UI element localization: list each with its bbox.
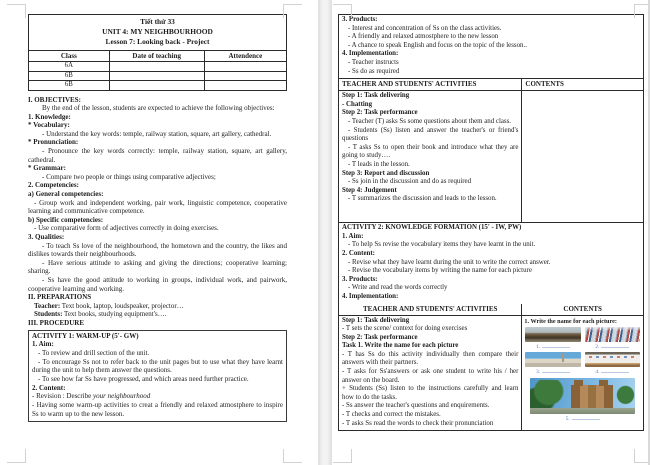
objectives-section [28, 96, 287, 328]
paragraph: Task 1. Write the name for each picture [342, 342, 459, 350]
col-attendence: Attendence [204, 50, 286, 61]
answer-blank [542, 343, 570, 348]
paragraph: 4. Implementation: [342, 50, 399, 58]
paragraph: - Write and read the words correctly [348, 284, 448, 292]
paragraph: - Ss have the good attitude to working in groups, individual work, and pairwork, cooperative learning and working. [28, 275, 287, 293]
paragraph: 3. Products: [342, 275, 378, 283]
paragraph: Step 3: Report and discussion [342, 169, 430, 177]
paragraph: b) Specific competencies: [28, 215, 104, 224]
paragraph: - Revise what they have learnt during the unit to write the correct answer. [348, 258, 551, 266]
table2-header-contents: CONTENTS [521, 304, 643, 315]
picture-caption: 1. [525, 343, 580, 351]
table2-header-row [339, 304, 643, 316]
activity-table [338, 79, 644, 431]
lesson-header-table [28, 14, 287, 91]
class-table-row [29, 71, 286, 81]
paragraph: III. PROCEDURE [28, 318, 85, 327]
paragraph: - T has Ss do this activity individually then compare their answers with their partners. [342, 350, 519, 367]
crop-mark [634, 449, 648, 463]
paragraph: By the end of the lesson, students are expected to achieve the following objectives: [42, 104, 275, 113]
class-cell: 6B [29, 80, 109, 90]
paragraph: - Chatting [342, 100, 373, 108]
table2-activities-cell [339, 316, 521, 431]
paragraph: - Pronounce the key words correctly: temple, railway station, square, art gallery, cathedral. [28, 147, 287, 164]
railway-station-photo [585, 327, 640, 342]
class-cell: 6B [29, 71, 109, 81]
page-2 [332, 0, 650, 465]
square-photo [525, 352, 580, 367]
cathedral-tree-left [530, 380, 563, 410]
col-date-of-teaching: Date of teaching [109, 50, 204, 61]
paragraph: - To teach Ss love of the neighbourhood, the hometown and the country, the likes and dislikes towards their neighbourhoods. [28, 241, 287, 259]
paragraph: 4. Implementation: [342, 292, 399, 300]
crop-mark [283, 449, 302, 463]
paragraph: * Pronunciation: [28, 138, 79, 147]
class-cell: 6A [29, 61, 109, 71]
paragraph: - To see how far Ss have progressed, and which areas need further practice. [38, 375, 249, 384]
paragraph: - To encourage Ss not to refer back to the unit pages but to use what they have learnt during the unit to help them answer the questions. [32, 357, 283, 375]
attendence-cell [204, 61, 286, 71]
paragraph: - Use comparative form of adjectives correctly in doing exercises. [34, 224, 219, 233]
table1-header-row [339, 79, 643, 91]
cathedral-tree-right [614, 385, 635, 407]
paragraph: Step 4: Judgement [342, 186, 397, 194]
answer-blank [601, 368, 629, 373]
paragraph: - T asks Ss to open their book and introduce what they are going to study…. [342, 143, 519, 160]
paragraph: - T sets the scene/ context for doing exercises [342, 325, 468, 333]
table1-header-activities: TEACHER AND STUDENTS' ACTIVITIES [342, 80, 477, 89]
paragraph: 3. Qualities: [28, 233, 65, 241]
picture-item [585, 352, 640, 376]
paragraph: Step 2: Task performance [342, 109, 418, 117]
crop-mark [333, 449, 352, 463]
class-table-row [29, 80, 286, 90]
class-table-row [29, 61, 286, 71]
table1-activities-cell [339, 91, 521, 222]
attendence-cell [204, 80, 286, 90]
paragraph: - Ss do as required [348, 67, 400, 75]
crop-mark [333, 4, 352, 18]
paragraph: - Teacher instructs [348, 58, 399, 66]
temple-photo [525, 327, 580, 342]
attendence-cell [204, 71, 286, 81]
picture-caption: 4. [585, 368, 640, 376]
paragraph: Students: Text books, studying equipment's…. [34, 310, 167, 319]
paragraph: - Understand the key words: temple, railway station, square, art gallery, cathedral. [42, 129, 272, 138]
art-gallery-photo [585, 352, 640, 367]
paragraph: 2. Competencies: [28, 181, 79, 190]
paragraph: - T asks Ss read the words to check their pronunciation [342, 419, 494, 427]
col-class: Class [29, 50, 109, 61]
picture-caption: 3. [525, 368, 580, 376]
contents-exercise-title: 1. Write the name for each picture: [524, 317, 617, 325]
paragraph: Step 1: Task delivering [342, 92, 410, 100]
activity1-products-box [338, 14, 644, 79]
paragraph: - Ss answer the teacher's questions and enquirements. [342, 402, 490, 410]
picture-caption: 5. [530, 415, 635, 423]
page-gutter [318, 0, 332, 465]
crop-mark [7, 4, 26, 18]
paragraph: - Having some warm-up activities to creat a friendly and relaxed atmostphere to inspire Ss to warm up to the new lesson. [32, 401, 283, 418]
picture-item [525, 327, 580, 351]
picture-grid [524, 327, 641, 423]
answer-blank [572, 415, 600, 420]
crop-mark [283, 4, 302, 18]
lesson-subtitle: Lesson 7: Looking back - Project [105, 37, 210, 46]
crop-mark [7, 449, 26, 463]
paragraph: ACTIVITY 2: KNOWLEDGE FORMATION (15' - IW, PW) [342, 224, 522, 232]
paragraph: - Ss join in the discussion and do as required [348, 178, 472, 186]
paragraph: - T checks and correct the mistakes. [342, 411, 441, 419]
table2-contents-cell [521, 316, 643, 431]
picture-item [585, 327, 640, 351]
class-table-header-row [29, 50, 286, 61]
page-1 [0, 0, 318, 465]
table1-header-contents: CONTENTS [521, 79, 643, 90]
unit-title: UNIT 4: MY NEIGHBOURHOOD [102, 27, 213, 36]
paragraph: - To help Ss revise the vocabulary items they have learnt in the unit. [348, 241, 536, 249]
paragraph: + Students (Ss) listen to the instructions carefully and learn how to do the tasks. [342, 385, 519, 401]
paragraph: - Have serious attitude to asking and giving the directions; cooperative learning; sharing. [28, 258, 287, 276]
answer-blank [542, 368, 570, 373]
paragraph: - To review and drill section of the unit. [38, 348, 150, 357]
paragraph: * Grammar: [28, 164, 66, 173]
paragraph: - Interest and concentration of Ss on the class activities. [348, 24, 502, 32]
paragraph: a) General competencies: [28, 190, 104, 199]
paragraph: - Students (Ss) listen and answer the teacher's or friend's questions [342, 126, 519, 143]
picture-caption: 2. [585, 343, 640, 351]
picture-item [525, 352, 580, 376]
activity2-box [339, 222, 643, 303]
picture-item [530, 378, 635, 423]
paragraph: Step 2: Task performance [342, 333, 418, 341]
paragraph: ACTIVITY 1: WARM-UP (5'- GW) [32, 331, 139, 340]
answer-blank [601, 343, 629, 348]
cathedral-building [571, 385, 613, 407]
paragraph: - T summarizes the discussion and leads to the lesson. [348, 195, 497, 203]
table1-body [339, 91, 643, 222]
paragraph: 3. Products: [342, 16, 378, 23]
paragraph: - T asks for Ss'answers or ask one student to write his / her answer on the board. [342, 368, 519, 384]
table2-header-activities: TEACHER AND STUDENTS' ACTIVITIES [362, 304, 498, 313]
date-cell [109, 80, 204, 90]
lesson-title-block [29, 15, 286, 50]
paragraph: - A friendly and relaxed atmostphere to the new lesson [348, 33, 499, 41]
paragraph: I. OBJECTIVES: [28, 95, 81, 104]
activity1-box [28, 330, 287, 422]
paragraph: * Vocabulary: [28, 121, 70, 130]
table1-contents-cell [521, 91, 643, 222]
paragraph: - Group work and independent working, pair work, linguistic competence, cooperative learning and communicative competence. [28, 198, 287, 216]
paragraph: - Revise the vocabulary items by writing the name for each picture [348, 267, 532, 275]
paragraph: - A chance to speak English and focus on the topic of the lesson.. [348, 41, 527, 49]
date-cell [109, 71, 204, 81]
lesson-number: Tiết thứ 33 [140, 17, 175, 26]
paragraph: 1. Aim: [342, 232, 364, 240]
paragraph: - Compare two people or things using comparative adjectives; [42, 172, 216, 181]
paragraph: - Teacher (T) asks Ss some questions about them and class. [348, 117, 512, 125]
paragraph: 2. Content: [342, 249, 375, 257]
paragraph: Teacher: Text book, laptop, loudspeaker, projector… [34, 301, 184, 310]
paragraph: 1. Knowledge: [28, 112, 71, 121]
crop-mark [634, 4, 648, 18]
paragraph: Step 1: Task delivering [342, 316, 410, 324]
date-cell [109, 61, 204, 71]
table2-body [339, 316, 643, 431]
paragraph: 1. Aim: [32, 340, 54, 349]
paragraph: 2. Content: [32, 383, 66, 392]
paragraph: - T leads in the lesson. [348, 160, 410, 168]
paragraph: - Revision : Describe your neighbourhood [32, 392, 151, 401]
paragraph: II. PREPARATIONS [28, 293, 92, 302]
cathedral-photo [530, 378, 635, 414]
